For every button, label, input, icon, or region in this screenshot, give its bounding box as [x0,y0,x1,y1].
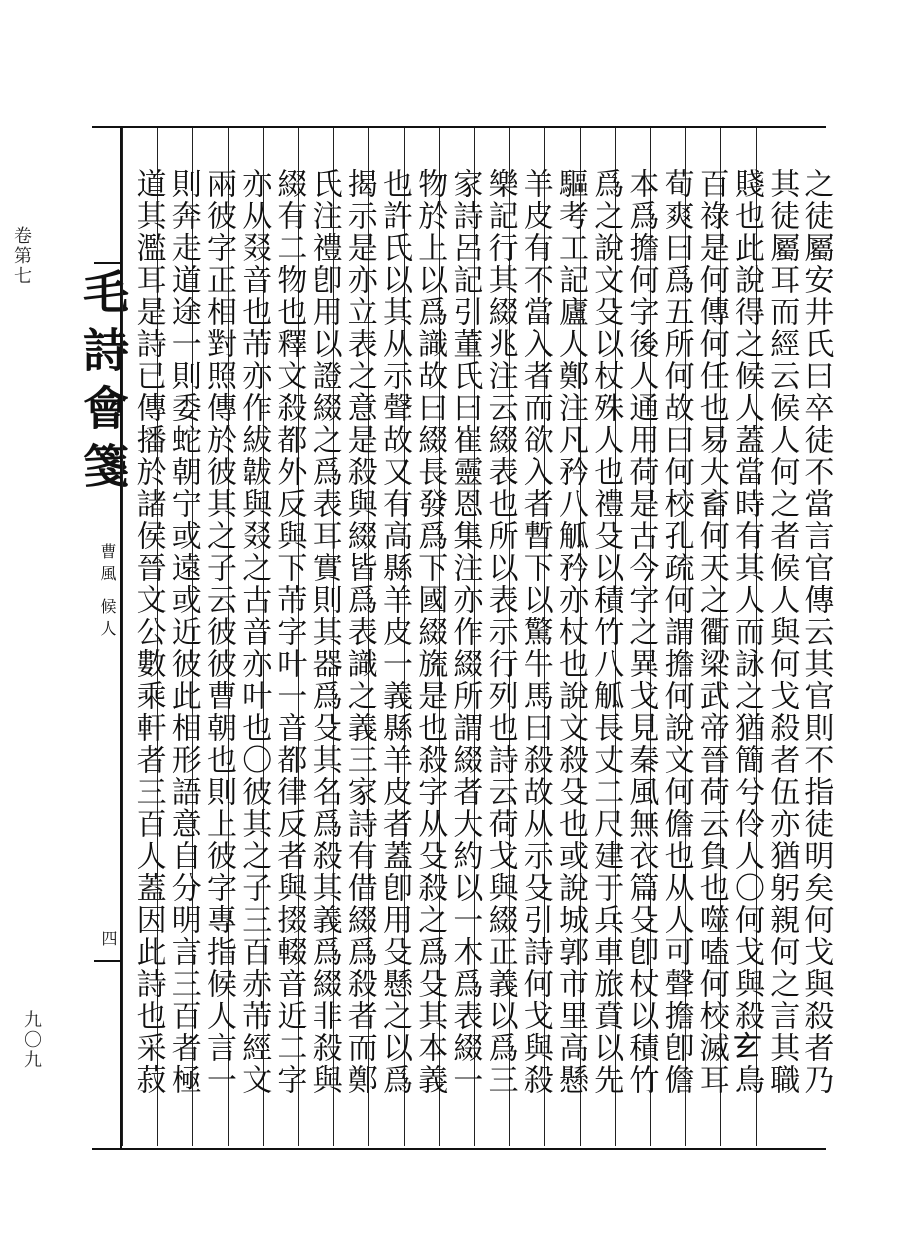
column-text: 其徒屬耳而經云候人何之者候人與何戈殺者伍亦猶躬親何之言其職 [764,168,800,1096]
column-text: 物於上以爲識故曰綴長發爲下國綴旒是也殺字从殳殺之爲殳其本義 [412,168,448,1096]
column-text: 綴有二物也釋文殺都外反與下芾字叶一音都律反者與掇輟音近二字 [271,168,307,1096]
column-text: 荀爽曰爲五所何故曰何校孔疏何謂擔何說文何儋也从人可聲擔卽儋 [658,168,694,1096]
book-title: 毛詩會箋 [76,268,130,500]
fishtail-top [94,262,120,264]
column-text: 家詩呂記引董氏曰崔靈恩集注亦作綴所謂綴者大約以一木爲表綴一 [447,168,483,1096]
column-text: 亦从叕音也芾亦作紱韍與叕之古音亦叶也〇彼其之子三百赤芾經文 [236,168,272,1096]
folio-number: 四 [99,930,118,946]
column-text: 也許氏以其从示聲故又有高縣羊皮一義縣羊皮者蓋卽用殳懸之以爲 [376,168,412,1096]
page-number: 九〇九 [21,1010,42,1070]
text-column [122,128,166,1146]
fishtail-bottom [94,960,120,962]
column-text: 本爲擔何字後人通用荷是古今字之異戈見秦風無衣篇殳卽杖以積竹 [623,168,659,1096]
column-text: 羊皮有不當入者而欲入者暫下以驚牛馬曰殺故从示殳引詩何戈與殺 [517,168,553,1096]
text-columns [122,128,834,1146]
column-text: 驅考工記廬人鄭注凡矜八觚矜亦杖也說文殺殳也或說城郭市里高懸 [552,168,588,1096]
column-text: 兩彼字正相對照傳於彼其之子云彼彼曹朝也則上彼字專指候人言一 [200,168,236,1096]
volume-label: 卷第七 [11,226,32,286]
column-text: 百祿是何傳何任也易大畜何天之衢梁武帝晉荷云負也噬嗑何校滅耳 [693,168,729,1096]
column-text: 則奔走道途一則委蛇朝宁或遠或近彼此相形語意自分明言三百者極 [165,168,201,1096]
column-text: 爲之說文殳以杖殊人也禮殳以積竹八觚長丈二尺建于兵車旅賁以先 [588,168,624,1096]
column-text: 賤也此說得之候人蓋當時有其人而詠之猶簡兮伶人〇何戈與殺𤣥鳥 [728,168,764,1096]
column-text: 之徒屬安井氏曰卒徒不當言官傳云其官則不指徒明矣何戈與殺者乃 [798,168,834,1096]
column-text: 氏注禮卽用以證綴之爲表耳實則其器爲殳其名爲殺其義爲綴非殺與 [306,168,342,1096]
column-text: 道其濫耳是詩已傳播於諸侯晉文公數乘軒者三百人蓋因此詩也采菽 [130,168,166,1096]
column-text: 揭示是亦立表之意是殺與綴皆爲表識之義三家詩有借綴爲殺者而鄭 [341,168,377,1096]
column-text: 樂記行其綴兆注云綴表也所以表示行列也詩云荷戈與綴正義以爲三 [482,168,518,1096]
section-title: 曹風 候人 [98,543,117,643]
